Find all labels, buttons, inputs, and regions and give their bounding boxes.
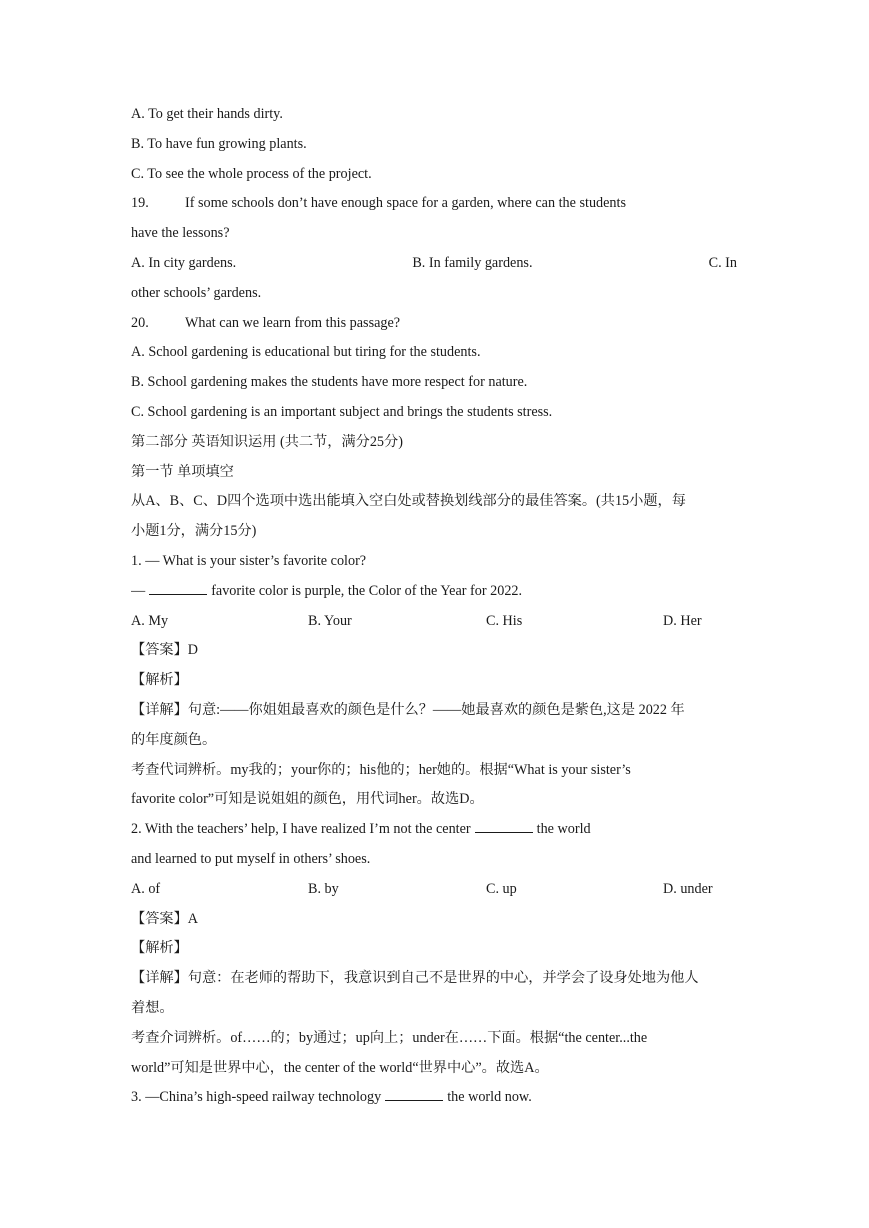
mc2-question-text: 2. With the teachers’ help, I have realized I’m not the center [131,821,471,838]
section-title: 第一节 单项填空 [131,463,234,480]
mc2-answer: 【答案】A [131,910,198,927]
mc1-detail: 【详解】句意:——你姐姐最喜欢的颜色是什么？——她最喜欢的颜色是紫色,这是 2022 年 [131,701,685,718]
mc2-detail-cont: 着想。 [131,999,174,1016]
mc1-blank [149,593,207,595]
mc3-question-text: 3. —China’s high-speed railway technology [131,1089,382,1106]
document-page [131,100,737,1113]
mc2-detail: 【详解】句意：在老师的帮助下，我意识到自己不是世界的中心，并学会了设身处地为他人 [131,970,699,987]
q19-option-b: B. In family gardens. [412,254,533,271]
q20-stem-text: What can we learn from this passage? [185,314,401,331]
q19-option-a: A. In city gardens. [131,254,237,271]
q19-options [131,249,737,279]
mc1-option-d: D. Her [663,612,702,629]
mc2-blank [475,831,533,833]
mc2-options [131,875,737,905]
mc1-answer: 【答案】D [131,642,198,659]
mc2-option-b: B. by [308,880,339,897]
mc2-option-c: C. up [486,880,517,897]
q19-option-c-cont: other schools’ gardens. [131,284,262,301]
mc1-detail-cont: 的年度颜色。 [131,731,217,748]
q20-number: 20. [131,314,149,331]
q18-option-b: B. To have fun growing plants. [131,135,307,152]
q19-stem-text: If some schools don’t have enough space for a garden, where can the students [185,195,626,212]
section-instruction-cont: 小题1分，满分15分) [131,523,257,540]
mc1-explanation: 考查代词辨析。my我的；your你的；his他的；her她的。根据“What is your sister’s [131,761,631,778]
q19-stem-cont: have the lessons? [131,225,230,242]
mc1-option-c: C. His [486,612,523,629]
q19-option-c: C. In [708,254,737,271]
q19-stem [131,189,737,219]
mc3-blank [385,1099,443,1101]
mc1-question: 1. — What is your sister’s favorite color? [131,552,367,569]
q18-option-a: A. To get their hands dirty. [131,106,283,122]
part-title: 第二部分 英语知识运用 (共二节，满分25分) [131,433,403,450]
mc2-option-d: D. under [663,880,713,897]
section-instruction: 从A、B、C、D四个选项中选出能填入空白处或替换划线部分的最佳答案。(共15小题，每 [131,493,686,510]
mc1-option-a: A. My [131,612,169,629]
mc2-analysis-label: 【解析】 [131,940,188,957]
mc1-dash: — [131,582,146,599]
mc2-explanation-cont: world”可知是世界中心，the center of the world“世界中心”。故选A。 [131,1059,549,1076]
mc1-reply-text: favorite color is purple, the Color of the Year for 2022. [211,582,523,599]
q18-option-c: C. To see the whole process of the project. [131,165,372,182]
mc2-question [131,815,737,845]
q20-option-a: A. School gardening is educational but tiring for the students. [131,344,481,361]
mc1-option-b: B. Your [308,612,352,629]
mc2-question-cont: and learned to put myself in others’ shoes. [131,850,371,867]
mc1-analysis-label: 【解析】 [131,672,188,689]
mc2-question-end: the world [536,821,591,838]
mc1-reply [131,577,737,607]
q20-option-c: C. School gardening is an important subject and brings the students stress. [131,403,553,420]
mc1-explanation-cont: favorite color”可知是说姐姐的颜色，用代词her。故选D。 [131,791,484,808]
q19-number: 19. [131,195,149,212]
q20-option-b: B. School gardening makes the students have more respect for nature. [131,374,528,391]
mc3-question-end: the world now. [447,1089,532,1106]
mc2-option-a: A. of [131,880,161,897]
q20-stem [131,309,737,339]
mc2-explanation: 考查介词辨析。of……的；by通过；up向上；under在……下面。根据“the center...the [131,1029,648,1046]
mc1-options [131,607,737,637]
mc3-question [131,1083,737,1113]
